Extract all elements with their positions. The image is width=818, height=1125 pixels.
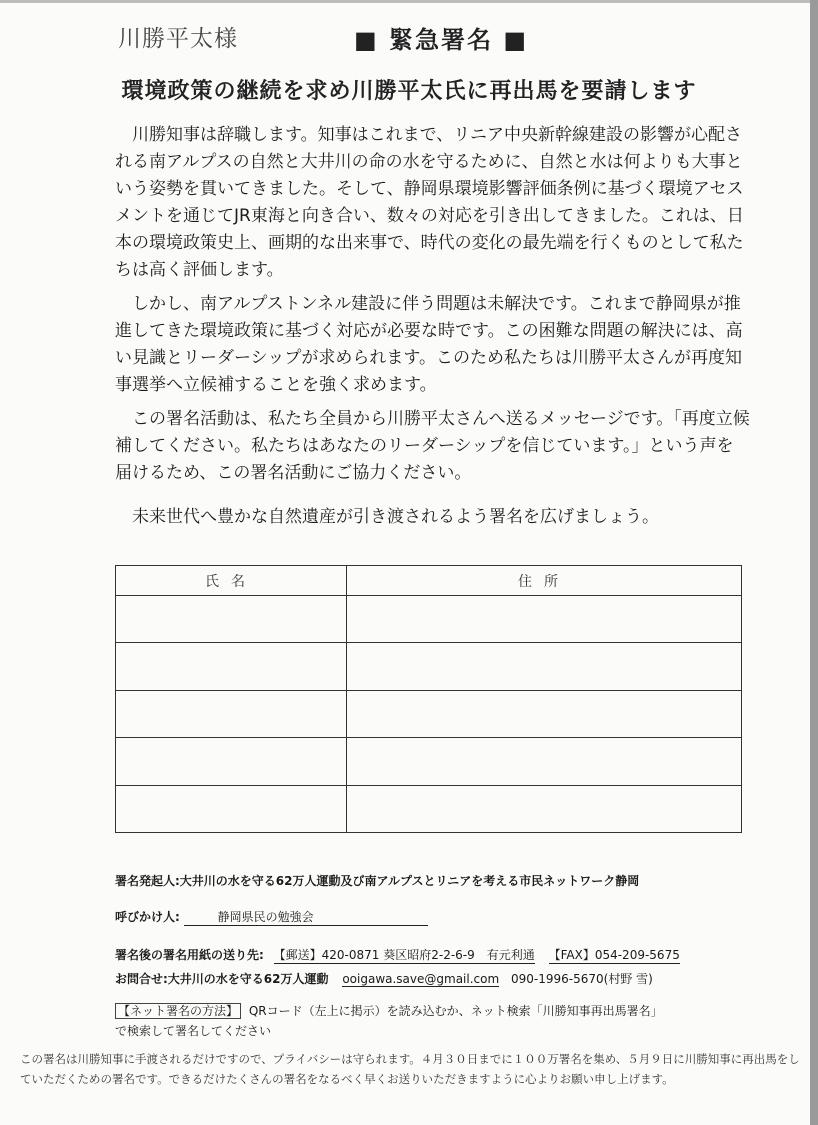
send-label: 署名後の署名用紙の送り先: — [115, 948, 264, 962]
signature-table — [115, 565, 742, 833]
address-cell[interactable] — [347, 690, 742, 737]
address-cell[interactable] — [347, 785, 742, 832]
table-row — [116, 596, 742, 643]
scan-top-edge — [0, 0, 818, 3]
caller-line — [115, 908, 428, 926]
send-post: 【郵送】420-0871 葵区昭府2-2-6-9 有元利通 — [273, 948, 535, 962]
addressee: 川勝平太様 — [118, 26, 238, 52]
send-line — [115, 946, 680, 964]
paragraph-4: 未来世代へ豊かな自然遺産が引き渡されるよう署名を広げましょう。 — [132, 507, 659, 527]
urgent-title: ■ 緊急署名 ■ — [354, 26, 529, 54]
contact-phone: 090-1996-5670(村野 雪) — [511, 972, 653, 986]
sponsor-line: 署名発起人:大井川の水を守る62万人運動及び南アルプスとリニアを考える市民ネットワーク静岡 — [115, 874, 640, 888]
table-row — [116, 643, 742, 690]
column-address-header: 住所 — [347, 566, 742, 596]
caller-value: 静岡県民の勉強会 — [184, 908, 428, 926]
table-row — [116, 738, 742, 785]
paragraph-1: 川勝知事は辞職します。知事はこれまで、リニア中央新幹線建設の影響が心配される南アルプスの自然と大井川の命の水を守るために、自然と水は何よりも大事という姿勢を貫いてきました。そして、静岡県環境影響評価条例に基づく環境アセスメントを通じてJR東海と向き合い、数々の対応を引き出してきました。これは、日本の環境政策史上、画期的な出来事で、時代の変化の最先端を行くものとして私たちは高く評価します。 — [115, 125, 744, 280]
table-row — [116, 785, 742, 832]
headline: 環境政策の継続を求め川勝平太氏に再出馬を要請します — [121, 79, 697, 104]
name-cell[interactable] — [116, 643, 347, 690]
scan-right-edge — [810, 0, 818, 1125]
address-cell[interactable] — [347, 738, 742, 785]
table-header-row — [116, 566, 742, 596]
name-cell[interactable] — [116, 690, 347, 737]
name-cell[interactable] — [116, 738, 347, 785]
paragraph-3: この署名活動は、私たち全員から川勝平太さんへ送るメッセージです。「再度立候補してください。私たちはあなたのリーダーシップを信じています。」という声を届けるため、この署名活動にご協力ください。 — [115, 409, 750, 483]
name-cell[interactable] — [116, 596, 347, 643]
contact-label: お問合せ:大井川の水を守る62万人運動 — [115, 972, 329, 986]
address-cell[interactable] — [347, 596, 742, 643]
column-name-header: 氏名 — [116, 566, 347, 596]
address-cell[interactable] — [347, 643, 742, 690]
contact-line — [115, 970, 653, 987]
table-row — [116, 690, 742, 737]
net-method-label: 【ネット署名の方法】 — [115, 1003, 241, 1019]
net-signature-line-2: で検索して署名してください — [115, 1024, 272, 1038]
paragraph-2: しかし、南アルプストンネル建設に伴う問題は未解決です。これまで静岡県が推進してきた環境政策に基づく対応が必要な時です。この困難な問題の解決には、高い見識とリーダーシップが求められます。このため私たちは川勝平太さんが再度知事選挙へ立候補することを強く求めます。 — [115, 294, 743, 395]
send-fax: 【FAX】054-209-5675 — [548, 948, 680, 962]
net-signature-line — [115, 1002, 663, 1019]
contact-email[interactable]: ooigawa.save@gmail.com — [342, 972, 500, 986]
caller-label: 呼びかけ人: — [115, 910, 180, 924]
name-cell[interactable] — [116, 785, 347, 832]
privacy-note: この署名は川勝知事に手渡されるだけですので、プライバシーは守られます。４月３０日までに１００万署名を集め、５月９日に川勝知事に再出馬をしていただくための署名です。できるだけたくさんの署名をなるべく早くお送りいただきますように心よりお願い申し上げます。 — [20, 1052, 800, 1086]
net-method-text: QRコード（左上に掲示）を読み込むか、ネット検索「川勝知事再出馬署名」 — [248, 1004, 663, 1018]
